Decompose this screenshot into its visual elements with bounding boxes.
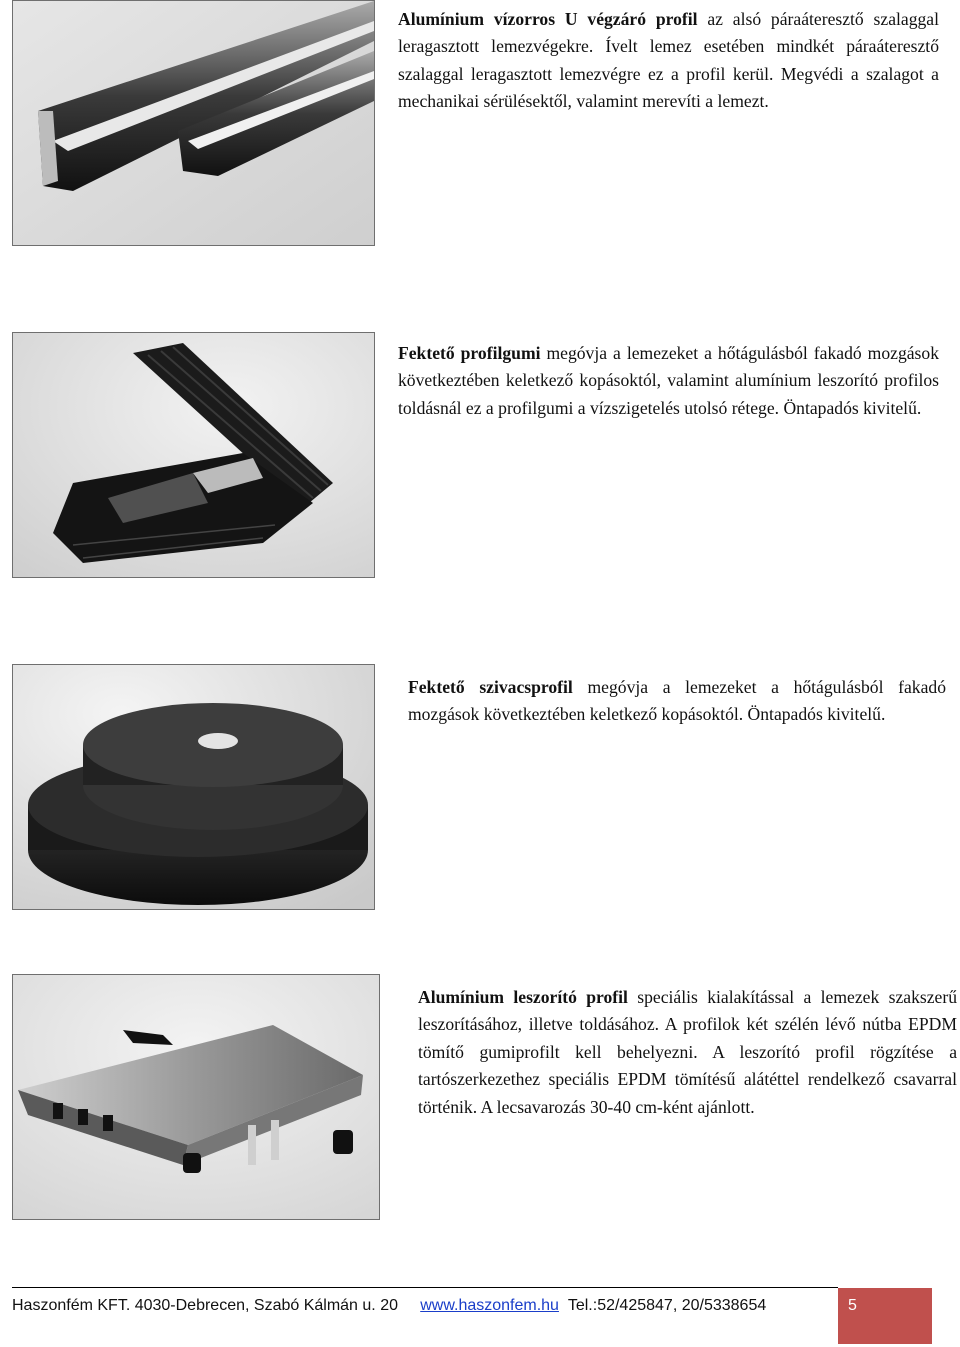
rubber-profile-photo bbox=[12, 332, 375, 578]
foam-profile-photo bbox=[12, 664, 375, 910]
section-4-text bbox=[418, 984, 957, 1121]
page-number: 5 bbox=[848, 1297, 857, 1314]
section-1-body: az alsó páraáteresztő szalaggal leragasztott lemezvégekre. Ívelt lemez esetében mindkét páraáteresztő szalaggal leragasztott lemezvégre ez a profil kerül. Megvédi a szalagot a mechanikai sérülésektől, valamint merevíti a lemezt. bbox=[398, 9, 939, 112]
section-1-title: Alumínium vízorros U végzáró profil bbox=[398, 9, 698, 29]
section-2-title: Fektető profilgumi bbox=[398, 343, 541, 363]
footer bbox=[12, 1293, 838, 1319]
u-profile-photo bbox=[12, 0, 375, 246]
section-3-body: megóvja a lemezeket a hőtágulásból fakadó mozgások következtében keletkező kopásoktól. Öntapadós kivitelű. bbox=[408, 677, 946, 725]
section-4-body: speciális kialakítással a lemezek szakszerű leszorításához, illetve toldásához. A profilok két szélén lévő nútba EPDM tömítő gumiprofilt kell behelyezni. A leszorító profil rögzítése a tartószerkezethez speciális EPDM tömítésű alátéttel rendelkező csavarral történik. A lecsavarozás 30-40 cm-ként ajánlott. bbox=[418, 987, 957, 1117]
section-4-title: Alumínium leszorító profil bbox=[418, 987, 628, 1007]
section-3-title: Fektető szivacsprofil bbox=[408, 677, 573, 697]
footer-phone: Tel.:52/425847, 20/5338654 bbox=[567, 1297, 767, 1314]
footer-company: Haszonfém KFT. 4030-Debrecen, Szabó Kálmán u. 20 bbox=[12, 1297, 398, 1314]
section-1-text bbox=[398, 6, 939, 116]
section-2-text bbox=[398, 340, 939, 422]
footer-website-link[interactable]: www.haszonfem.hu bbox=[420, 1297, 559, 1314]
clamp-profile-photo bbox=[12, 974, 380, 1220]
section-3-text bbox=[408, 674, 946, 729]
section-2-body: megóvja a lemezeket a hőtágulásból fakadó mozgások következtében keletkező kopásoktól, valamint alumínium leszorító profilos toldásnál ez a profilgumi a vízszigetelés utolsó rétege. Öntapadós kivitelű. bbox=[398, 343, 939, 418]
footer-divider bbox=[12, 1287, 838, 1288]
